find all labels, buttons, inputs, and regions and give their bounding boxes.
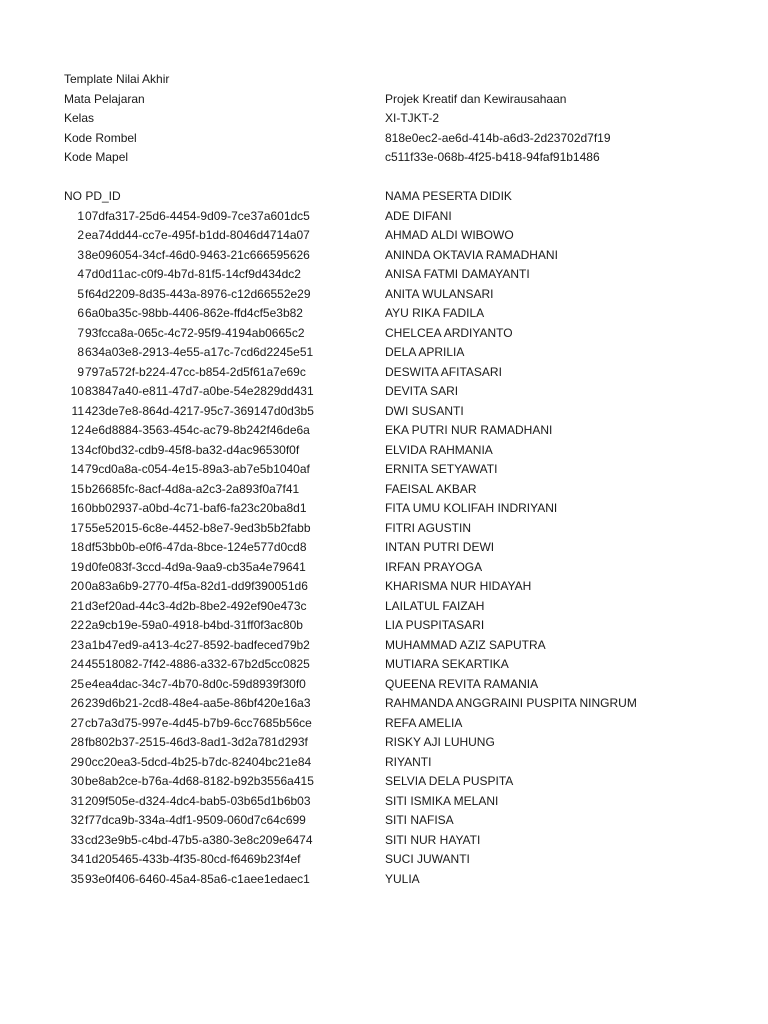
row-pd-id: 7d0d11ac-c0f9-4b7d-81f5-14cf9d434dc2 <box>85 267 301 281</box>
row-no: 13 <box>70 442 84 457</box>
row-no: 28 <box>70 735 84 749</box>
row-pd-id: 55e52015-6c8e-4452-b8e7-9ed3b5b2fabb <box>85 520 311 535</box>
row-no: 20 <box>70 579 84 593</box>
row-left <box>64 733 308 753</box>
row-left <box>64 421 310 441</box>
table-row <box>64 714 704 734</box>
row-no: 35 <box>70 871 84 886</box>
table-row <box>64 655 704 675</box>
row-nama: ANINDA OKTAVIA RAMADHANI <box>385 247 558 262</box>
table-row <box>64 558 704 578</box>
row-pd-id: b26685fc-8acf-4d8a-a2c3-2a893f0a7f41 <box>85 481 300 496</box>
row-no: 31 <box>70 793 84 808</box>
row-nama: DEVITA SARI <box>385 384 459 398</box>
row-left <box>64 460 310 480</box>
table-row <box>64 811 704 831</box>
row-left <box>64 792 311 812</box>
row-pd-id: 79cd0a8a-c054-4e15-89a3-ab7e5b1040af <box>85 462 310 476</box>
row-pd-id: 0bb02937-a0bd-4c71-baf6-fa23c20ba8d1 <box>85 501 307 515</box>
row-nama: SITI NUR HAYATI <box>385 832 481 847</box>
row-no: 15 <box>70 481 84 496</box>
row-pd-id: 07dfa317-25d6-4454-9d09-7ce37a601dc5 <box>85 208 310 223</box>
row-no: 10 <box>70 384 84 398</box>
table-row <box>64 324 704 344</box>
row-pd-id: 83847a40-e811-47d7-a0be-54e2829dd431 <box>85 384 314 398</box>
meta-value: Projek Kreatif dan Kewirausahaan <box>385 91 567 106</box>
row-nama: ERNITA SETYAWATI <box>385 462 498 476</box>
document <box>64 70 704 889</box>
table-row <box>64 265 704 285</box>
row-nama: QUEENA REVITA RAMANIA <box>385 676 539 691</box>
row-pd-id: 45518082-7f42-4886-a332-67b2d5cc0825 <box>85 657 310 671</box>
meta-row <box>64 129 704 149</box>
row-left <box>64 343 313 363</box>
row-nama: SELVIA DELA PUSPITA <box>385 774 514 788</box>
meta-row <box>64 148 704 168</box>
row-left <box>64 753 311 773</box>
row-pd-id: 0a83a6b9-2770-4f5a-82d1-dd9f390051d6 <box>85 579 308 593</box>
row-left <box>64 538 307 558</box>
row-nama: DWI SUSANTI <box>385 403 464 418</box>
row-nama: YULIA <box>385 871 420 886</box>
row-nama: FITA UMU KOLIFAH INDRIYANI <box>385 501 558 515</box>
meta-label: Mata Pelajaran <box>64 91 145 106</box>
table-row <box>64 870 704 890</box>
table-row <box>64 285 704 305</box>
table-row <box>64 850 704 870</box>
table-row <box>64 421 704 441</box>
table-row <box>64 597 704 617</box>
row-left <box>64 324 305 344</box>
row-no: 3 <box>77 247 84 262</box>
row-pd-id: 239d6b21-2cd8-48e4-aa5e-86bf420e16a3 <box>85 696 311 710</box>
row-left <box>64 675 306 695</box>
row-nama: ELVIDA RAHMANIA <box>385 442 493 457</box>
row-pd-id: 4cf0bd32-cdb9-45f8-ba32-d4ac96530f0f <box>85 442 300 457</box>
row-no: 14 <box>70 462 84 476</box>
row-left <box>64 694 311 714</box>
table-row <box>64 694 704 714</box>
row-no: 17 <box>70 520 84 535</box>
meta-label: Kode Mapel <box>64 150 129 164</box>
row-left <box>64 597 307 617</box>
row-nama: INTAN PUTRI DEWI <box>385 540 495 554</box>
row-nama: EKA PUTRI NUR RAMADHANI <box>385 423 553 437</box>
meta-label: Kelas <box>64 111 95 125</box>
row-pd-id: 209f505e-d324-4dc4-bab5-03b65d1b6b03 <box>85 793 311 808</box>
row-no: 30 <box>70 774 84 788</box>
row-pd-id: 8e096054-34cf-46d0-9463-21c666595626 <box>85 247 310 262</box>
row-no: 8 <box>77 345 84 359</box>
table-row <box>64 460 704 480</box>
row-no: 2 <box>77 228 84 242</box>
row-left <box>64 850 301 870</box>
row-pd-id: f64d2209-8d35-443a-8976-c12d66552e29 <box>85 286 311 301</box>
meta-label: Kode Rombel <box>64 130 137 145</box>
row-nama: RAHMANDA ANGGRAINI PUSPITA NINGRUM <box>385 696 637 710</box>
table-row <box>64 402 704 422</box>
row-left <box>64 636 310 656</box>
meta-row <box>64 90 704 110</box>
row-left <box>64 265 301 285</box>
row-pd-id: cd23e9b5-c4bd-47b5-a380-3e8c209e6474 <box>85 832 313 847</box>
row-pd-id: 0cc20ea3-5dcd-4b25-b7dc-82404bc21e84 <box>85 754 312 769</box>
row-no: 33 <box>70 832 84 847</box>
row-left <box>64 304 303 324</box>
no-pdid-header: NO PD_ID <box>64 189 121 203</box>
row-left <box>64 519 311 539</box>
row-nama: MUTIARA SEKARTIKA <box>385 657 509 671</box>
meta-value: c511f33e-068b-4f25-b418-94faf91b1486 <box>385 150 600 164</box>
row-no: 29 <box>70 754 84 769</box>
table-row <box>64 343 704 363</box>
row-nama: RISKY AJI LUHUNG <box>385 735 495 749</box>
row-no: 9 <box>77 364 84 379</box>
row-left <box>64 558 306 578</box>
row-left <box>64 870 310 890</box>
student-list <box>64 207 704 890</box>
row-pd-id: ea74dd44-cc7e-495f-b1dd-8046d4714a07 <box>85 228 310 242</box>
row-left <box>64 402 314 422</box>
row-no: 11 <box>71 403 84 418</box>
row-no: 4 <box>77 267 84 281</box>
row-no: 32 <box>70 813 84 827</box>
row-pd-id: df53bb0b-e0f6-47da-8bce-124e577d0cd8 <box>85 540 307 554</box>
table-row <box>64 207 704 227</box>
meta-value: 818e0ec2-ae6d-414b-a6d3-2d23702d7f19 <box>385 130 611 145</box>
row-no: 16 <box>70 501 84 515</box>
row-no: 21 <box>70 598 84 613</box>
row-no: 5 <box>77 286 84 301</box>
row-no: 24 <box>70 657 84 671</box>
row-no: 7 <box>77 325 84 340</box>
row-pd-id: 2a9cb19e-59a0-4918-b4bd-31ff0f3ac80b <box>85 618 303 632</box>
row-no: 12 <box>70 423 84 437</box>
row-nama: DELA APRILIA <box>385 345 465 359</box>
row-no: 19 <box>70 559 84 574</box>
row-left <box>64 616 303 636</box>
table-row <box>64 772 704 792</box>
table-row <box>64 636 704 656</box>
row-pd-id: e4ea4dac-34c7-4b70-8d0c-59d8939f30f0 <box>85 676 306 691</box>
row-left <box>64 226 310 246</box>
table-row <box>64 246 704 266</box>
table-row <box>64 382 704 402</box>
table-row <box>64 538 704 558</box>
row-left <box>64 480 299 500</box>
row-nama: ANISA FATMI DAMAYANTI <box>385 267 530 281</box>
row-pd-id: 93fcca8a-065c-4c72-95f9-4194ab0665c2 <box>85 325 305 340</box>
spacer <box>64 168 704 188</box>
row-left <box>64 285 311 305</box>
table-row <box>64 480 704 500</box>
row-nama: ANITA WULANSARI <box>385 286 494 301</box>
row-no: 27 <box>70 715 84 730</box>
table-row <box>64 577 704 597</box>
row-pd-id: a1b47ed9-a413-4c27-8592-badfeced79b2 <box>85 637 310 652</box>
row-no: 26 <box>70 696 84 710</box>
row-no: 18 <box>70 540 84 554</box>
row-nama: SITI NAFISA <box>385 813 454 827</box>
row-pd-id: d0fe083f-3ccd-4d9a-9aa9-cb35a4e79641 <box>85 559 306 574</box>
table-row <box>64 441 704 461</box>
row-no: 1 <box>77 208 84 223</box>
meta-fields <box>64 90 704 168</box>
table-row <box>64 792 704 812</box>
row-nama: KHARISMA NUR HIDAYAH <box>385 579 532 593</box>
table-row <box>64 733 704 753</box>
row-pd-id: 634a03e8-2913-4e55-a17c-7cd6d2245e51 <box>85 345 314 359</box>
row-pd-id: cb7a3d75-997e-4d45-b7b9-6cc7685b56ce <box>85 715 312 730</box>
meta-value: XI-TJKT-2 <box>385 111 440 125</box>
row-left <box>64 831 313 851</box>
row-no: 6 <box>77 306 84 320</box>
row-nama: IRFAN PRAYOGA <box>385 559 483 574</box>
row-left <box>64 499 307 519</box>
row-left <box>64 363 306 383</box>
row-nama: CHELCEA ARDIYANTO <box>385 325 513 340</box>
table-row <box>64 499 704 519</box>
row-pd-id: 4e6d8884-3563-454c-ac79-8b242f46de6a <box>85 423 310 437</box>
row-pd-id: 1d205465-433b-4f35-80cd-f6469b23f4ef <box>85 852 301 866</box>
row-pd-id: be8ab2ce-b76a-4d68-8182-b92b3556a415 <box>85 774 314 788</box>
row-pd-id: 423de7e8-864d-4217-95c7-369147d0d3b5 <box>85 403 314 418</box>
row-no: 23 <box>70 637 84 652</box>
row-no: 22 <box>70 618 84 632</box>
table-row <box>64 616 704 636</box>
row-nama: MUHAMMAD AZIZ SAPUTRA <box>385 637 546 652</box>
table-row <box>64 831 704 851</box>
meta-row <box>64 109 704 129</box>
row-no: 25 <box>70 676 84 691</box>
row-no: 34 <box>70 852 84 866</box>
row-nama: AYU RIKA FADILA <box>385 306 485 320</box>
doc-title-row <box>64 70 704 90</box>
row-pd-id: fb802b37-2515-46d3-8ad1-3d2a781d293f <box>85 735 308 749</box>
row-left <box>64 441 299 461</box>
row-left <box>64 577 308 597</box>
row-nama: AHMAD ALDI WIBOWO <box>385 228 514 242</box>
row-left <box>64 207 310 227</box>
table-row <box>64 363 704 383</box>
table-row <box>64 519 704 539</box>
row-nama: FITRI AGUSTIN <box>385 520 472 535</box>
table-header-row <box>64 187 704 207</box>
row-left <box>64 382 314 402</box>
row-left <box>64 714 312 734</box>
table-row <box>64 226 704 246</box>
row-pd-id: 797a572f-b224-47cc-b854-2d5f61a7e69c <box>85 364 306 379</box>
table-row <box>64 304 704 324</box>
row-nama: SUCI JUWANTI <box>385 852 470 866</box>
row-nama: DESWITA AFITASARI <box>385 364 502 379</box>
row-pd-id: 6a0ba35c-98bb-4406-862e-ffd4cf5e3b82 <box>85 306 303 320</box>
row-left <box>64 655 310 675</box>
row-pd-id: 93e0f406-6460-45a4-85a6-c1aee1edaec1 <box>85 871 310 886</box>
row-left <box>64 772 314 792</box>
row-nama: FAEISAL AKBAR <box>385 481 477 496</box>
row-nama: SITI ISMIKA MELANI <box>385 793 499 808</box>
row-nama: LIA PUSPITASARI <box>385 618 485 632</box>
row-nama: ADE DIFANI <box>385 208 452 223</box>
table-row <box>64 753 704 773</box>
doc-title: Template Nilai Akhir <box>64 72 170 86</box>
row-nama: LAILATUL FAIZAH <box>385 598 485 613</box>
row-nama: REFA AMELIA <box>385 715 463 730</box>
row-left <box>64 246 310 266</box>
table-row <box>64 675 704 695</box>
nama-header: NAMA PESERTA DIDIK <box>385 189 512 203</box>
row-nama: RIYANTI <box>385 754 432 769</box>
row-left <box>64 811 306 831</box>
row-pd-id: f77dca9b-334a-4df1-9509-060d7c64c699 <box>85 813 306 827</box>
row-pd-id: d3ef20ad-44c3-4d2b-8be2-492ef90e473c <box>85 598 307 613</box>
